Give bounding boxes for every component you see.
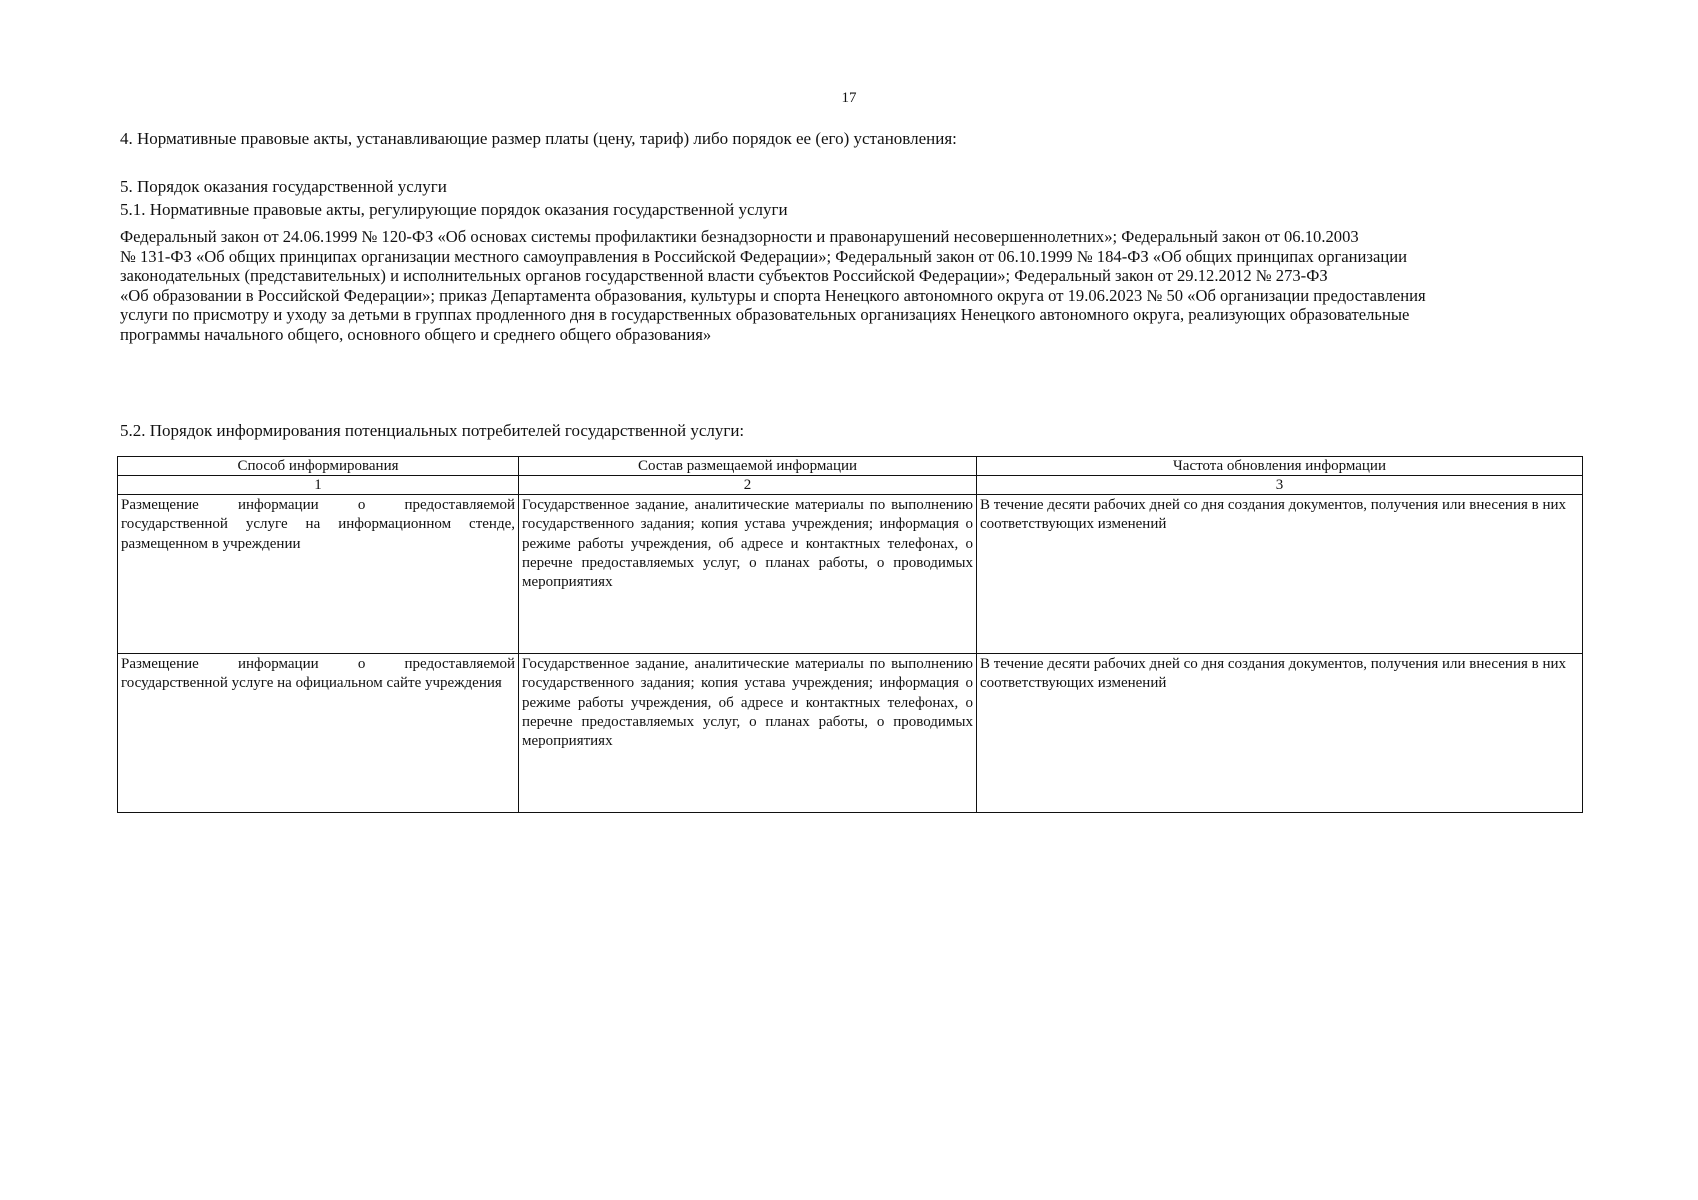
section-5-2-heading: 5.2. Порядок информирования потенциальных потребителей государственной услуги: <box>120 421 745 440</box>
column-number: 2 <box>519 476 977 495</box>
legal-acts-line: программы начального общего, основного общего и среднего общего образования» <box>120 324 712 344</box>
legal-acts-paragraph <box>120 227 1590 344</box>
cell-content: Государственное задание, аналитические материалы по выполнению государственного задания; копия устава учреждения; информация о режиме работы учреждения, об адресе и контактных телефонах, о перечне предоставляемых услуг, о планах работы, о проводимых мероприятиях <box>519 495 977 654</box>
table-row <box>118 654 1583 813</box>
cell-method: Размещение информации о предоставляемой государственной услуге на информационном стенде, размещенном в учреждении <box>118 495 519 654</box>
column-number: 1 <box>118 476 519 495</box>
cell-method: Размещение информации о предоставляемой государственной услуге на официальном сайте учреждения <box>118 654 519 813</box>
section-5-heading: 5. Порядок оказания государственной услуги <box>120 177 447 196</box>
column-header-content: Состав размещаемой информации <box>519 457 977 476</box>
column-header-method: Способ информирования <box>118 457 519 476</box>
column-header-frequency: Частота обновления информации <box>977 457 1583 476</box>
informing-table <box>117 456 1583 813</box>
cell-content: Государственное задание, аналитические материалы по выполнению государственного задания; копия устава учреждения; информация о режиме работы учреждения, об адресе и контактных телефонах, о перечне предоставляемых услуг, о планах работы, о проводимых мероприятиях <box>519 654 977 813</box>
legal-acts-line: законодательных (представительных) и исполнительных органов государственной власти субъектов Российской Федерации»; Федеральный закон от 29.12.2012 № 273-ФЗ <box>120 266 1328 285</box>
section-5-1-heading: 5.1. Нормативные правовые акты, регулирующие порядок оказания государственной услуги <box>120 200 788 219</box>
cell-frequency: В течение десяти рабочих дней со дня создания документов, получения или внесения в них соответствующих изменений <box>977 654 1583 813</box>
legal-acts-line: услуги по присмотру и уходу за детьми в группах продленного дня в государственных образовательных организациях Ненецкого автономного округа, реализующих образовательные <box>120 305 1410 324</box>
column-number-row <box>118 476 1583 495</box>
legal-acts-line: Федеральный закон от 24.06.1999 № 120-ФЗ «Об основах системы профилактики безнадзорности и правонарушений несовершеннолетних»; Федеральный закон от 06.10.2003 <box>120 227 1359 246</box>
table-row <box>118 495 1583 654</box>
section-4-heading: 4. Нормативные правовые акты, устанавливающие размер платы (цену, тариф) либо порядок ее (его) установления: <box>120 129 957 148</box>
cell-frequency: В течение десяти рабочих дней со дня создания документов, получения или внесения в них соответствующих изменений <box>977 495 1583 654</box>
page-number: 17 <box>841 90 857 106</box>
legal-acts-line: № 131-ФЗ «Об общих принципах организации местного самоуправления в Российской Федерации»; Федеральный закон от 06.10.1999 № 184-ФЗ «Об общих принципах организации <box>120 246 1407 266</box>
legal-acts-line: «Об образовании в Российской Федерации»; приказ Департамента образования, культуры и спорта Ненецкого автономного округа от 19.06.2023 № 50 «Об организации предоставления <box>120 285 1426 305</box>
column-number: 3 <box>977 476 1583 495</box>
table-header-row <box>118 457 1583 476</box>
